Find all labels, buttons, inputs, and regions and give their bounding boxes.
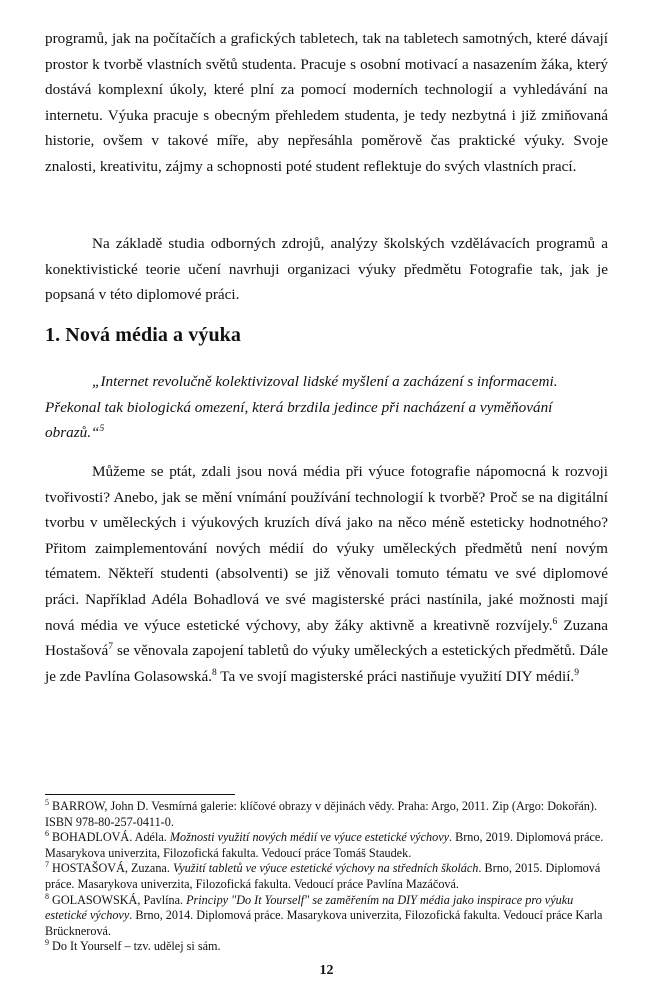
footnote-ref: 9 — [574, 667, 579, 678]
footnote-ref: 6 — [552, 616, 558, 627]
footnote — [45, 893, 608, 940]
footnotes — [45, 799, 608, 955]
footnote-title: Principy "Do It Yourself" se zaměřením na DIY média jako inspirace pro výuku estetické výchovy — [45, 892, 574, 923]
footnote-title: Možnosti využití nových médií ve výuce estetické výchovy — [169, 830, 450, 845]
footnote — [45, 861, 608, 892]
paragraph-continued: programů, jak na počítačích a grafických tabletech, tak na tabletech samotných, které dávají prostor k tvorbě vlastních světů studenta. Pracuje s osobní motivací a nasazením žáka, který dostává komplexní úkoly, které plní za pomocí moderních technologií a vyhledávání na internetu. Výuka pracuje s obecným přehledem studenta, je tedy nezbytná i již zmiňovaná historie, ovšem v takové míře, aby nepřesáhla poměrově čas praktické výuky. Svoje znalosti, kreativitu, zájmy a schopnosti poté student reflektuje do svých vlastních prací. — [45, 30, 608, 175]
footnote-number: 9 — [45, 938, 49, 948]
quote-text: „Internet revolučně kolektivizoval lidské myšlení a zacházení s informacemi. Překonal tak biologická omezení, která brzdila jedince při nacházení a vyměňování obrazů.“ — [45, 373, 558, 442]
paragraph-text: Můžeme se ptát, zdali jsou nová média při výuce fotografie nápomocná k rozvoji tvořivosti? Anebo, jak se mění vnímání používání technologií k tvorbě? Proč se na digitální tvorbu v uměleckých i výukových kruzích dívá jako na něco méně esteticky hodnotného? Přitom zaimplementování nových médií do výuky uměleckých předmětů není novým tématem. Někteří studenti (absolventi) se již věnovali tomuto tématu ve své diplomové práci. Například Adéla Bohadlová ve své magisterské práci nastínila, jaké možnosti mají nová média ve výuce estetické výchovy, aby žáky aktivně a kreativně rozvíjely. — [45, 463, 608, 634]
footnote-text: Do It Yourself – tzv. udělej si sám. — [49, 939, 221, 954]
footnote-number: 7 — [45, 860, 49, 870]
paragraph-text: Zuzana Hostašová — [45, 616, 608, 660]
footnote-text: BARROW, John D. Vesmírná galerie: klíčové obrazy v dějinách vědy. Praha: Argo, 2011. Zip (Argo: Dokořán). ISBN 978-80-257-0411-0. — [45, 799, 597, 829]
footnote-ref: 7 — [108, 642, 114, 653]
page-number: 12 — [319, 963, 334, 978]
footnote-text: GOLASOWSKÁ, Pavlína. — [49, 892, 187, 907]
paragraph-text: se věnovala zapojení tabletů do výuky uměleckých a estetických předmětů. Dále je zde Pavlína Golasowská. — [45, 642, 608, 685]
paragraph-text: Ta ve svojí magisterské práci nastiňuje využití DIY médií. — [216, 667, 575, 685]
footnote-divider — [45, 794, 235, 795]
footnote-title: Využití tabletů ve výuce estetické výchovy na středních školách — [172, 861, 479, 876]
footnote — [45, 799, 608, 830]
footnote-ref: 8 — [212, 667, 217, 678]
footnote-number: 8 — [45, 891, 49, 901]
footnote-text: . Brno, 2019. Diplomová práce. Masarykova univerzita, Filozofická fakulta. Vedoucí práce Tomáš Staudek. — [45, 830, 604, 860]
footnote — [45, 939, 608, 955]
footnote-text: HOSTAŠOVÁ, Zuzana. — [49, 861, 173, 876]
footnote-text: . Brno, 2014. Diplomová práce. Masarykova univerzita, Filozofická fakulta. Vedoucí práce Karla Brücknerová. — [45, 908, 603, 938]
paragraph-main — [45, 459, 608, 689]
footnote-number: 5 — [45, 798, 49, 807]
footnote — [45, 830, 608, 861]
footnote-ref: 5 — [99, 424, 105, 435]
footnote-text: BOHADLOVÁ. Adéla. — [49, 830, 170, 845]
epigraph-quote — [45, 369, 608, 446]
section-heading: 1. Nová média a výuka — [45, 324, 242, 346]
footnote-number: 6 — [45, 829, 49, 839]
footnote-text: . Brno, 2015. Diplomová práce. Masarykova univerzita, Filozofická fakulta. Vedoucí práce Pavlína Mazáčová. — [45, 861, 601, 891]
paragraph-summary: Na základě studia odborných zdrojů, analýzy školských vzdělávacích programů a konektivistické teorie učení navrhuji organizaci výuky předmětu Fotografie tak, jak je popsaná v této diplomové práci. — [45, 235, 608, 304]
